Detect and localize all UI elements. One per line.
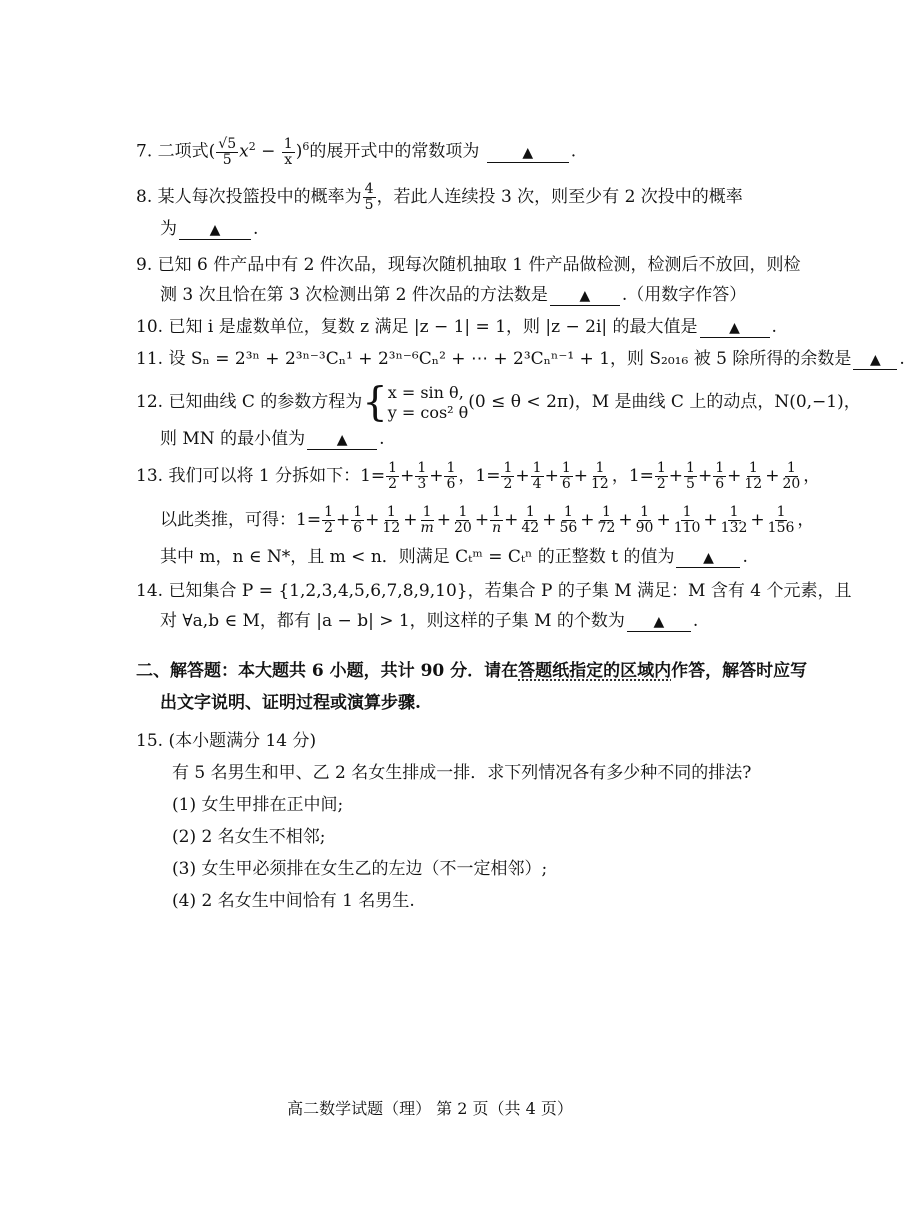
question-9 xyxy=(136,254,801,276)
question-14 xyxy=(136,580,851,602)
question-text: 其中 m，n ∈ N*，且 m < n．则满足 Cₜᵐ = Cₜⁿ 的正整数 t 的值为 xyxy=(160,547,675,567)
question-number: 9. xyxy=(136,255,153,275)
question-9-cont xyxy=(160,284,746,306)
question-text: 设 Sₙ = 2³ⁿ + 2³ⁿ⁻³Cₙ¹ + 2³ⁿ⁻⁶Cₙ² + ⋯ + 2³Cₙⁿ⁻¹ + 1，则 S₂₀₁₆ 被 5 除所得的余数是 xyxy=(168,349,852,369)
exponent: 6 xyxy=(302,140,310,153)
plus-sign: + xyxy=(365,510,380,530)
fraction: $\frac{1}{2}$ xyxy=(324,504,333,536)
fraction: $\frac{4}{5}$ xyxy=(364,181,374,213)
fraction: $\frac{1}{12}$ xyxy=(382,504,401,536)
answer-blank: ▲ xyxy=(550,286,620,306)
operator: − xyxy=(255,141,281,162)
fraction: $\frac{1}{12}$ xyxy=(590,460,609,492)
fraction: $\frac{1}{6}$ xyxy=(561,460,571,492)
question-8 xyxy=(136,182,743,213)
answer-blank: ▲ xyxy=(700,318,770,338)
answer-blank: ▲ xyxy=(853,350,897,370)
fraction: $\frac{1}{6}$ xyxy=(446,460,456,492)
question-text: (0 ≤ θ < 2π)，M 是曲线 C 上的动点，N(0,−1)， xyxy=(468,392,861,412)
question-number: 14. xyxy=(136,581,164,601)
plus-sign: + xyxy=(580,510,595,530)
question-text: 某人每次投篮投中的概率为 xyxy=(157,187,362,207)
question-number: 15. xyxy=(136,731,164,751)
plus-sign: + xyxy=(474,510,490,530)
sum-lhs: 1= xyxy=(296,510,322,530)
fraction: $\frac{1}{3}$ xyxy=(417,460,427,492)
question-text: .（用数字作答） xyxy=(621,285,747,305)
question-12 xyxy=(136,380,861,424)
fraction-sum xyxy=(628,460,803,492)
fraction: $\frac{1}{2}$ xyxy=(388,460,398,492)
question-13-cont: 以此类推，可得：1= $\frac{1}{2}$ + $\frac{1}{6}$ + $\frac{1}{12}$ + $\frac{1}{m}$ + $\frac{1}{20}$ + $\frac{1}{n}$ + $\frac{1}{42}$ + $\frac{1}{56}$ + $\frac{1}{72}$ + $\frac{1}{90}$ + $\frac{1}{110}$ + $\frac{1}{132}$ + $\frac{1}{156}$ ， xyxy=(160,504,815,536)
fraction: $\frac{1}{5}$ xyxy=(686,460,695,492)
fraction: $\frac{1}{6}$ xyxy=(715,460,725,492)
question-15-item-4: (4) 2 名女生中间恰有 1 名男生. xyxy=(172,891,415,911)
fraction: $\frac{1}{n}$ xyxy=(492,504,502,536)
fraction: $\frac{1}{2}$ xyxy=(503,460,513,492)
fraction: $\frac{1}{156}$ xyxy=(767,504,795,536)
section-heading-cont: 出文字说明、证明过程或演算步骤. xyxy=(160,693,421,713)
answer-blank: ▲ xyxy=(179,220,251,240)
question-8-cont: 为 ▲ . xyxy=(160,219,259,239)
question-15-item-2: (2) 2 名女生不相邻; xyxy=(172,827,326,847)
plus-sign: + xyxy=(618,510,633,530)
plus-sign: + xyxy=(403,510,418,530)
equation-system: x = sin θ, y = cos² θ xyxy=(387,382,469,422)
plus-sign: + xyxy=(335,510,351,530)
question-text: 已知 i 是虚数单位，复数 z 满足 |z − 1| = 1，则 |z − 2i| 的最大值是 xyxy=(168,317,698,337)
plus-sign: + xyxy=(697,466,713,486)
fraction: $\frac{1}{2}$ xyxy=(656,460,666,492)
answer-blank: ▲ xyxy=(676,548,740,568)
question-text: 以此类推，可得： xyxy=(160,510,296,530)
question-text: 已知 6 件产品中有 2 件次品，现每次随机抽取 1 件产品做检测，检测后不放回，则检 xyxy=(157,255,801,275)
plus-sign: + xyxy=(544,466,559,486)
question-text: 已知集合 P = {1,2,3,4,5,6,7,8,9,10}，若集合 P 的子集 M 满足：M 含有 4 个元素，且 xyxy=(168,581,852,601)
question-number: 7. xyxy=(136,141,153,162)
question-14-cont: 对 ∀a,b ∈ M，都有 |a − b| > 1，则这样的子集 M 的个数为 ▲ . xyxy=(160,611,699,631)
question-text: 的展开式中的常数项为 xyxy=(309,141,480,162)
question-number: 8. xyxy=(136,187,153,207)
question-13-cont2: 其中 m，n ∈ N*，且 m < n．则满足 Cₜᵐ = Cₜⁿ 的正整数 t 的值为 ▲ . xyxy=(160,547,748,567)
plus-sign: + xyxy=(765,466,780,486)
question-number: 12. xyxy=(136,392,164,412)
plus-sign: + xyxy=(429,466,444,486)
question-text: 二项式 xyxy=(157,141,209,162)
fraction: $\frac{1}{6}$ xyxy=(353,504,363,536)
question-text: 测 3 次且恰在第 3 次检测出第 2 件次品的方法数是 xyxy=(160,285,548,305)
question-7: 7. 二项式( $\frac{√5}{5}$ $x^2$ − $\frac{1}{x}$ )$^6$的展开式中的常数项为 ▲ . xyxy=(136,135,577,168)
fraction-sum xyxy=(360,460,458,492)
fraction: $\frac{1}{42}$ xyxy=(521,504,540,536)
emphasis-text: 答题纸指定的区域内 xyxy=(518,661,672,681)
fraction: $\frac{1}{20}$ xyxy=(782,460,801,492)
plus-sign: + xyxy=(750,510,765,530)
question-text: 我们可以将 1 分拆如下： xyxy=(168,466,361,486)
question-11: 11. 设 Sₙ = 2³ⁿ + 2³ⁿ⁻³Cₙ¹ + 2³ⁿ⁻⁶Cₙ² + ⋯ + 2³Cₙⁿ⁻¹ + 1，则 S₂₀₁₆ 被 5 除所得的余数是 ▲ . xyxy=(136,349,905,369)
fraction: $\frac{1}{12}$ xyxy=(744,460,763,492)
plus-sign: + xyxy=(542,510,557,530)
question-number: 10. xyxy=(136,317,164,337)
plus-sign: + xyxy=(436,510,452,530)
sum-lhs: 1= xyxy=(475,466,501,486)
plus-sign: + xyxy=(573,466,588,486)
plus-sign: + xyxy=(504,510,519,530)
fraction: $\frac{1}{56}$ xyxy=(559,504,578,536)
page-footer: 高二数学试题（理） 第 2 页（共 4 页） xyxy=(287,1099,573,1118)
question-15-item-1: (1) 女生甲排在正中间; xyxy=(172,795,344,815)
question-15-stem: 有 5 名男生和甲、乙 2 名女生排成一排．求下列情况各有多少种不同的排法? xyxy=(172,763,752,783)
fraction: $\frac{1}{4}$ xyxy=(532,460,542,492)
question-number: 11. xyxy=(136,349,164,369)
plus-sign: + xyxy=(656,510,671,530)
plus-sign: + xyxy=(703,510,718,530)
question-text: 则 MN 的最小值为 xyxy=(160,429,306,449)
fraction: $\frac{1}{90}$ xyxy=(635,504,654,536)
plus-sign: + xyxy=(400,466,415,486)
fraction: $\frac{1}{72}$ xyxy=(597,504,616,536)
fraction: $\frac{√5}{5}$ xyxy=(218,135,237,168)
question-text: 已知曲线 C 的参数方程为 xyxy=(168,392,363,412)
plus-sign: + xyxy=(668,466,684,486)
question-number: 13. xyxy=(136,466,164,486)
plus-sign: + xyxy=(515,466,530,486)
brace: { xyxy=(362,379,388,426)
fraction: $\frac{1}{20}$ xyxy=(454,504,472,536)
question-score: (本小题满分 14 分) xyxy=(168,731,317,751)
fraction: $\frac{1}{132}$ xyxy=(720,504,748,536)
answer-blank: ▲ xyxy=(627,612,691,632)
fraction: $\frac{1}{110}$ xyxy=(673,504,701,536)
question-text: 对 ∀a,b ∈ M，都有 |a − b| > 1，则这样的子集 M 的个数为 xyxy=(160,611,625,631)
sum-lhs: 1= xyxy=(628,466,654,486)
question-text: 为 xyxy=(160,219,177,239)
question-15 xyxy=(136,730,316,752)
section-heading: 二、解答题：本大题共 6 小题，共计 90 分．请在答题纸指定的区域内作答，解答时应写 xyxy=(136,661,808,681)
fraction: $\frac{1}{m}$ xyxy=(420,504,434,536)
question-text: ，若此人连续投 3 次，则至少有 2 次投中的概率 xyxy=(376,187,743,207)
variable: x xyxy=(239,141,249,162)
question-12-cont: 则 MN 的最小值为 ▲ . xyxy=(160,429,385,449)
fraction: $\frac{1}{x}$ xyxy=(283,135,293,168)
plus-sign: + xyxy=(727,466,742,486)
question-10: 10. 已知 i 是虚数单位，复数 z 满足 |z − 1| = 1，则 |z − 2i| 的最大值是 ▲ . xyxy=(136,317,777,337)
sum-lhs: 1= xyxy=(360,466,386,486)
fraction-sum xyxy=(475,460,611,492)
answer-blank: ▲ xyxy=(307,430,377,450)
answer-blank: ▲ xyxy=(487,143,569,163)
question-15-item-3: (3) 女生甲必须排在女生乙的左边（不一定相邻）; xyxy=(172,859,548,879)
question-13: 13. 我们可以将 1 分拆如下：1= $\frac{1}{2}$ + $\frac{1}{3}$ + $\frac{1}{6}$ ，1= $\frac{1}{2}$ + $\frac{1}{4}$ + $\frac{1}{6}$ + $\frac{1}{12}$ ，1= $\frac{1}{2}$ + $\frac{1}{5}$ + $\frac{1}{6}$ + $\frac{1}{12}$ + $\frac{1}{20}$ ， xyxy=(136,460,821,492)
